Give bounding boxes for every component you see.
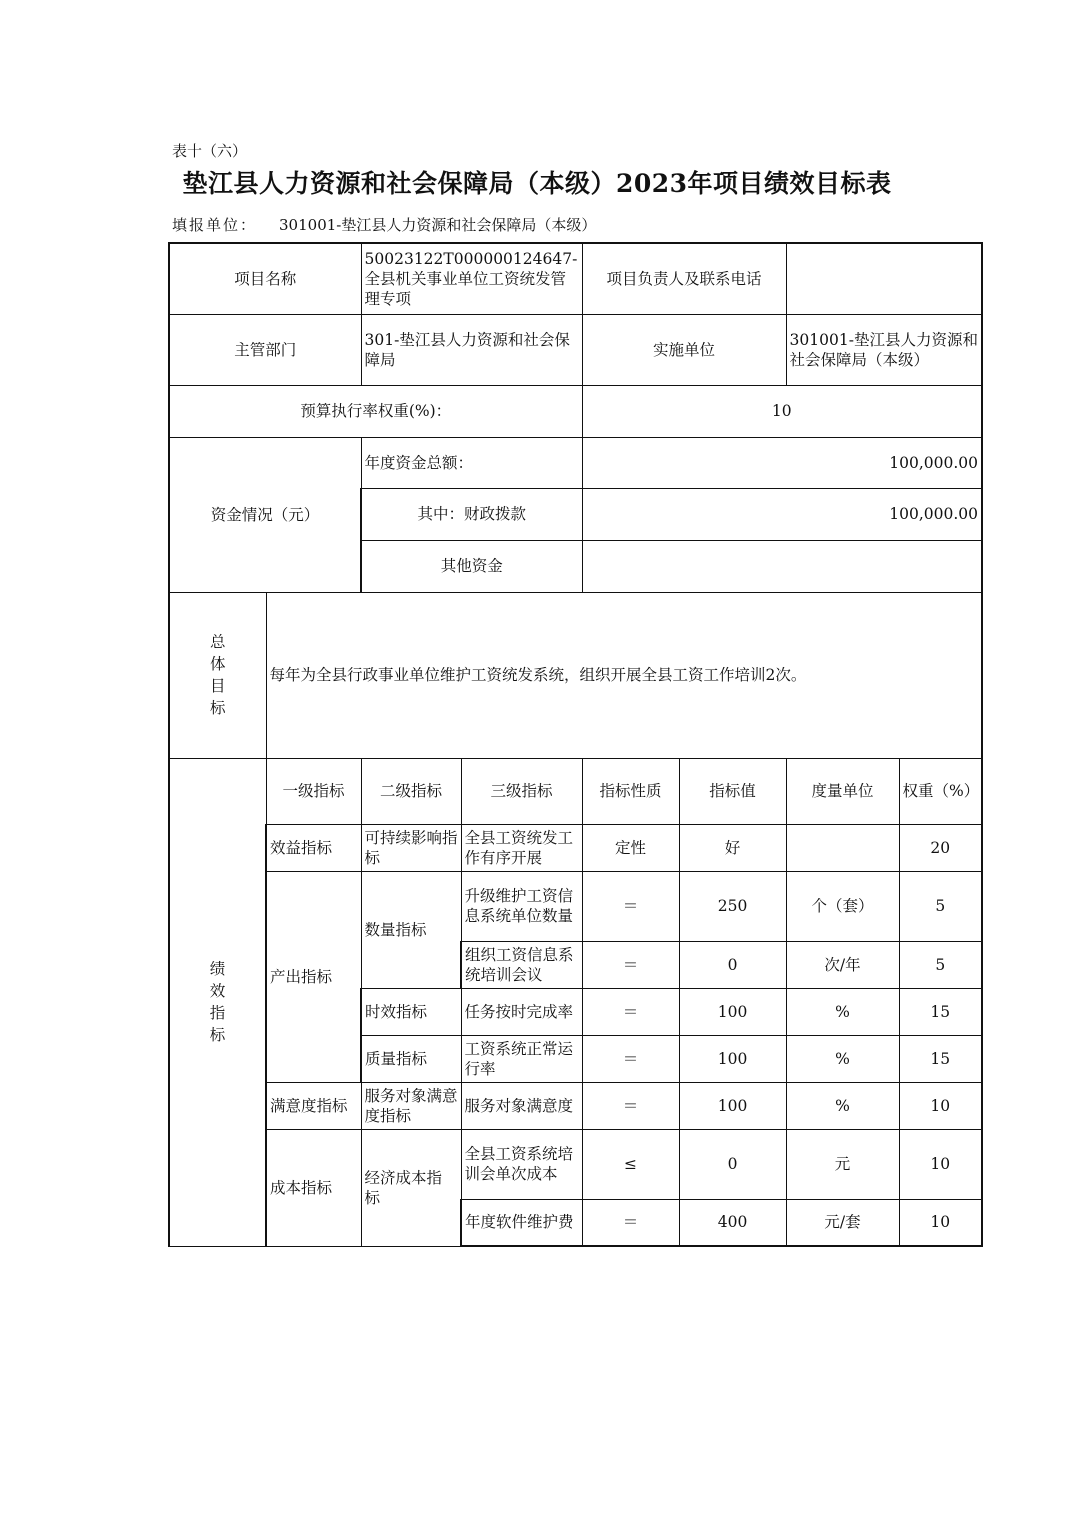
- row-value: 100: [679, 988, 786, 1035]
- row-weight: 10: [899, 1082, 982, 1129]
- row-nature: ＝: [582, 988, 679, 1035]
- funds-fiscal-label: 其中：财政拨款: [361, 488, 582, 540]
- row-unit: [786, 824, 899, 871]
- filling-unit-value: 301001-垫江县人力资源和社会保障局（本级）: [279, 216, 597, 234]
- header-unit: 度量单位: [786, 758, 899, 824]
- row-unit: %: [786, 1035, 899, 1082]
- row-weight: 5: [899, 871, 982, 941]
- row-weight: 15: [899, 1035, 982, 1082]
- header-level1: 一级指标: [266, 758, 361, 824]
- level2-sustain: 可持续影响指标: [361, 824, 461, 871]
- row-third: 组织工资信息系统培训会议: [461, 941, 582, 988]
- project-contact-label: 项目负责人及联系电话: [582, 243, 786, 314]
- row-unit: 个（套）: [786, 871, 899, 941]
- header-nature: 指标性质: [582, 758, 679, 824]
- header-value: 指标值: [679, 758, 786, 824]
- row-nature: ＝: [582, 1199, 679, 1246]
- row-third: 全县工资统发工作有序开展: [461, 824, 582, 871]
- row-value: 0: [679, 1129, 786, 1199]
- impl-unit-label: 实施单位: [582, 314, 786, 385]
- row-weight: 5: [899, 941, 982, 988]
- funds-total-value: 100,000.00: [582, 437, 982, 488]
- level1-output: 产出指标: [266, 871, 361, 1082]
- filling-unit: [172, 214, 596, 235]
- row-third: 全县工资系统培训会单次成本: [461, 1129, 582, 1199]
- level1-satisfaction: 满意度指标: [266, 1082, 361, 1129]
- row-value: 0: [679, 941, 786, 988]
- table-number: 表十（六）: [172, 142, 248, 160]
- row-third: 升级维护工资信息系统单位数量: [461, 871, 582, 941]
- project-name-label: 项目名称: [169, 243, 361, 314]
- row-value: 100: [679, 1035, 786, 1082]
- header-level3: 三级指标: [461, 758, 582, 824]
- funds-fiscal-value: 100,000.00: [582, 488, 982, 540]
- funds-total-label: 年度资金总额：: [361, 437, 582, 488]
- row-third: 服务对象满意度: [461, 1082, 582, 1129]
- row-nature: ＝: [582, 871, 679, 941]
- row-value: 250: [679, 871, 786, 941]
- performance-target-table: [168, 242, 983, 1247]
- row-unit: %: [786, 988, 899, 1035]
- row-weight: 10: [899, 1199, 982, 1246]
- row-weight: 10: [899, 1129, 982, 1199]
- filling-unit-label: 填报单位：: [172, 216, 258, 234]
- row-third: 年度软件维护费: [461, 1199, 582, 1246]
- row-nature: ＝: [582, 1082, 679, 1129]
- level1-benefit: 效益指标: [266, 824, 361, 871]
- performance-label: 绩效指标: [209, 960, 226, 1044]
- row-nature: ＝: [582, 941, 679, 988]
- row-weight: 15: [899, 988, 982, 1035]
- budget-rate-value: 10: [582, 385, 982, 437]
- level2-timeliness: 时效指标: [361, 988, 461, 1035]
- overall-goal-label: 总体目标: [209, 633, 226, 717]
- row-third: 工资系统正常运行率: [461, 1035, 582, 1082]
- row-unit: 元/套: [786, 1199, 899, 1246]
- impl-unit-value: 301001-垫江县人力资源和社会保障局（本级）: [786, 314, 982, 385]
- level2-quality: 质量指标: [361, 1035, 461, 1082]
- level1-cost: 成本指标: [266, 1129, 361, 1246]
- overall-goal-label-cell: [169, 592, 266, 758]
- row-value: 好: [679, 824, 786, 871]
- row-nature: ≤: [582, 1129, 679, 1199]
- row-value: 100: [679, 1082, 786, 1129]
- row-unit: %: [786, 1082, 899, 1129]
- dept-value: 301-垫江县人力资源和社会保障局: [361, 314, 582, 385]
- row-nature: 定性: [582, 824, 679, 871]
- row-value: 400: [679, 1199, 786, 1246]
- page-title: 垫江县人力资源和社会保障局（本级）2023年项目绩效目标表: [182, 169, 892, 198]
- overall-goal-text: 每年为全县行政事业单位维护工资统发系统，组织开展全县工资工作培训2次。: [266, 592, 982, 758]
- dept-label: 主管部门: [169, 314, 361, 385]
- funds-other-value: [582, 540, 982, 592]
- level2-economic: 经济成本指标: [361, 1129, 461, 1246]
- project-contact-value: [786, 243, 982, 314]
- budget-rate-label: 预算执行率权重(%)：: [169, 385, 582, 437]
- row-third: 任务按时完成率: [461, 988, 582, 1035]
- project-name-value: 50023122T000000124647-全县机关事业单位工资统发管理专项: [361, 243, 582, 314]
- row-unit: 次/年: [786, 941, 899, 988]
- level2-quantity: 数量指标: [361, 871, 461, 988]
- row-weight: 20: [899, 824, 982, 871]
- row-nature: ＝: [582, 1035, 679, 1082]
- row-unit: 元: [786, 1129, 899, 1199]
- header-level2: 二级指标: [361, 758, 461, 824]
- funds-other-label: 其他资金: [361, 540, 582, 592]
- level2-service: 服务对象满意度指标: [361, 1082, 461, 1129]
- performance-label-cell: [169, 758, 266, 1246]
- header-weight: 权重（%）: [899, 758, 982, 824]
- funds-label: 资金情况（元）: [169, 437, 361, 592]
